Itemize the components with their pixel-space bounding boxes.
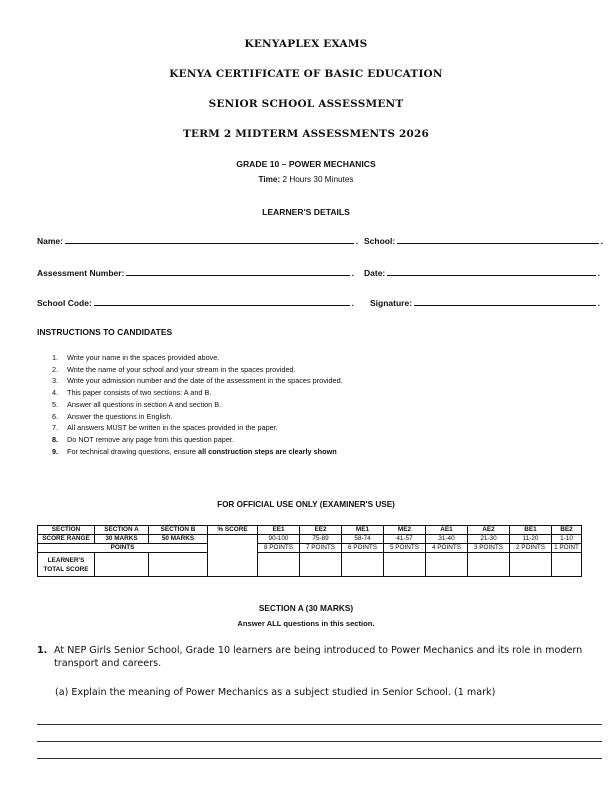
table-cell: 4 POINTS <box>426 544 468 553</box>
table-cell[interactable] <box>510 553 552 577</box>
instruction-item: 2. Write the name of your school and your stream in the spaces provided. <box>52 364 296 374</box>
assessment-number-label: Assessment Number: <box>37 268 125 278</box>
exam-org-title: KENYAPLEX EXAMS <box>244 38 368 50</box>
table-cell[interactable] <box>552 553 582 577</box>
assessment-date-row <box>37 266 603 280</box>
table-cell: EE2 <box>300 526 342 535</box>
table-cell: 75-89 <box>300 535 342 544</box>
answer-line[interactable] <box>37 741 602 742</box>
certificate-title: KENYA CERTIFICATE OF BASIC EDUCATION <box>169 68 443 80</box>
instructions-list <box>52 352 343 457</box>
table-cell: ME1 <box>342 526 384 535</box>
table-row <box>38 544 582 553</box>
instruction-item: 9. For technical drawing questions, ensure all construction steps are clearly shown <box>52 446 337 456</box>
instruction-item: 1. Write your name in the spaces provided above. <box>52 353 220 362</box>
table-cell[interactable] <box>426 553 468 577</box>
table-cell[interactable] <box>384 553 426 577</box>
signature-label: Signature: <box>370 298 413 308</box>
term-title: TERM 2 MIDTERM ASSESSMENTS 2026 <box>183 128 429 140</box>
table-cell: BE1 <box>510 526 552 535</box>
school-code-field[interactable]: School Code: . <box>37 298 354 308</box>
table-cell: % SCORE <box>208 526 258 535</box>
table-cell: 50 MARKS <box>149 535 208 544</box>
table-cell: EE1 <box>258 526 300 535</box>
question-1 <box>37 644 605 670</box>
table-cell: 8 POINTS <box>258 544 300 553</box>
date-label: Date: <box>364 268 386 278</box>
instruction-item: 4. This paper consists of two sections: A and B. <box>52 388 212 398</box>
time-line <box>0 175 612 184</box>
answer-line[interactable] <box>37 724 602 725</box>
table-cell: 41-57 <box>384 535 426 544</box>
answer-line[interactable] <box>37 758 602 759</box>
question-1a: (a) Explain the meaning of Power Mechanics as a subject studied in Senior School. (1 mark) <box>55 687 496 698</box>
table-cell: AE2 <box>468 526 510 535</box>
instructions-heading: INSTRUCTIONS TO CANDIDATES <box>37 327 173 337</box>
section-b-score-cell[interactable] <box>149 553 208 577</box>
table-cell: 21-30 <box>468 535 510 544</box>
table-row <box>38 526 582 535</box>
official-use-heading: FOR OFFICIAL USE ONLY (EXAMINER'S USE) <box>217 500 395 509</box>
table-cell: 31-40 <box>426 535 468 544</box>
school-label: School: <box>364 236 396 246</box>
table-cell: ME2 <box>384 526 426 535</box>
table-cell[interactable] <box>468 553 510 577</box>
percent-score-cell[interactable] <box>208 535 258 577</box>
table-cell: 3 POINTS <box>468 544 510 553</box>
signature-field[interactable]: Signature: . <box>370 298 600 308</box>
instruction-item: 6. Answer the questions in English. <box>52 411 173 421</box>
instruction-item: 8. Do NOT remove any page from this question paper. <box>52 434 234 444</box>
table-cell: SECTION <box>38 526 95 535</box>
table-cell: POINTS <box>38 544 208 553</box>
table-cell: 2 POINTS <box>510 544 552 553</box>
instruction-item: 3. Write your admission number and the date of the assessment in the spaces provided. <box>52 376 343 386</box>
table-cell: SECTION A <box>95 526 149 535</box>
table-cell: 6 POINTS <box>342 544 384 553</box>
name-school-row <box>37 234 603 248</box>
table-cell: LEARNER'S TOTAL SCORE <box>38 553 95 577</box>
table-cell: AE1 <box>426 526 468 535</box>
section-a-title: SECTION A (30 MARKS) <box>258 603 354 613</box>
table-cell: 1 POINT <box>552 544 582 553</box>
name-field[interactable]: Name: . <box>37 236 358 246</box>
instruction-item: 5. Answer all questions in section A and section B. <box>52 399 222 409</box>
assessment-number-field[interactable]: Assessment Number: . <box>37 268 354 278</box>
table-cell: 11-20 <box>510 535 552 544</box>
section-a-score-cell[interactable] <box>95 553 149 577</box>
table-cell: 1-10 <box>552 535 582 544</box>
question-number: 1. <box>37 645 48 656</box>
table-cell[interactable] <box>258 553 300 577</box>
date-field[interactable]: Date: . <box>364 268 600 278</box>
time-label: Time: <box>258 175 281 184</box>
table-cell: BE2 <box>552 526 582 535</box>
table-cell: 30 MARKS <box>95 535 149 544</box>
table-cell[interactable] <box>342 553 384 577</box>
school-field[interactable]: School: . <box>364 236 603 246</box>
table-cell: SCORE RANGE <box>38 535 95 544</box>
code-signature-row <box>37 296 603 310</box>
instruction-item: 7. All answers MUST be written in the spaces provided in the paper. <box>52 423 278 433</box>
table-cell[interactable] <box>300 553 342 577</box>
table-row <box>38 553 582 577</box>
table-cell: 7 POINTS <box>300 544 342 553</box>
time-value: 2 Hours 30 Minutes <box>282 175 354 184</box>
assessment-title: SENIOR SCHOOL ASSESSMENT <box>208 98 404 110</box>
table-cell: 90-100 <box>258 535 300 544</box>
school-code-label: School Code: <box>37 298 92 308</box>
subject-title: GRADE 10 – POWER MECHANICS <box>236 159 376 169</box>
section-a-subtitle: Answer ALL questions in this section. <box>237 619 375 628</box>
score-table <box>37 525 582 577</box>
table-cell: 58-74 <box>342 535 384 544</box>
learner-details-heading: LEARNER'S DETAILS <box>262 207 350 217</box>
question-text: At NEP Girls Senior School, Grade 10 learners are being introduced to Power Mechanics and its role in modern transport and careers. <box>54 645 583 669</box>
name-label: Name: <box>37 236 63 246</box>
table-cell: SECTION B <box>149 526 208 535</box>
table-row <box>38 535 582 544</box>
table-cell: 5 POINTS <box>384 544 426 553</box>
